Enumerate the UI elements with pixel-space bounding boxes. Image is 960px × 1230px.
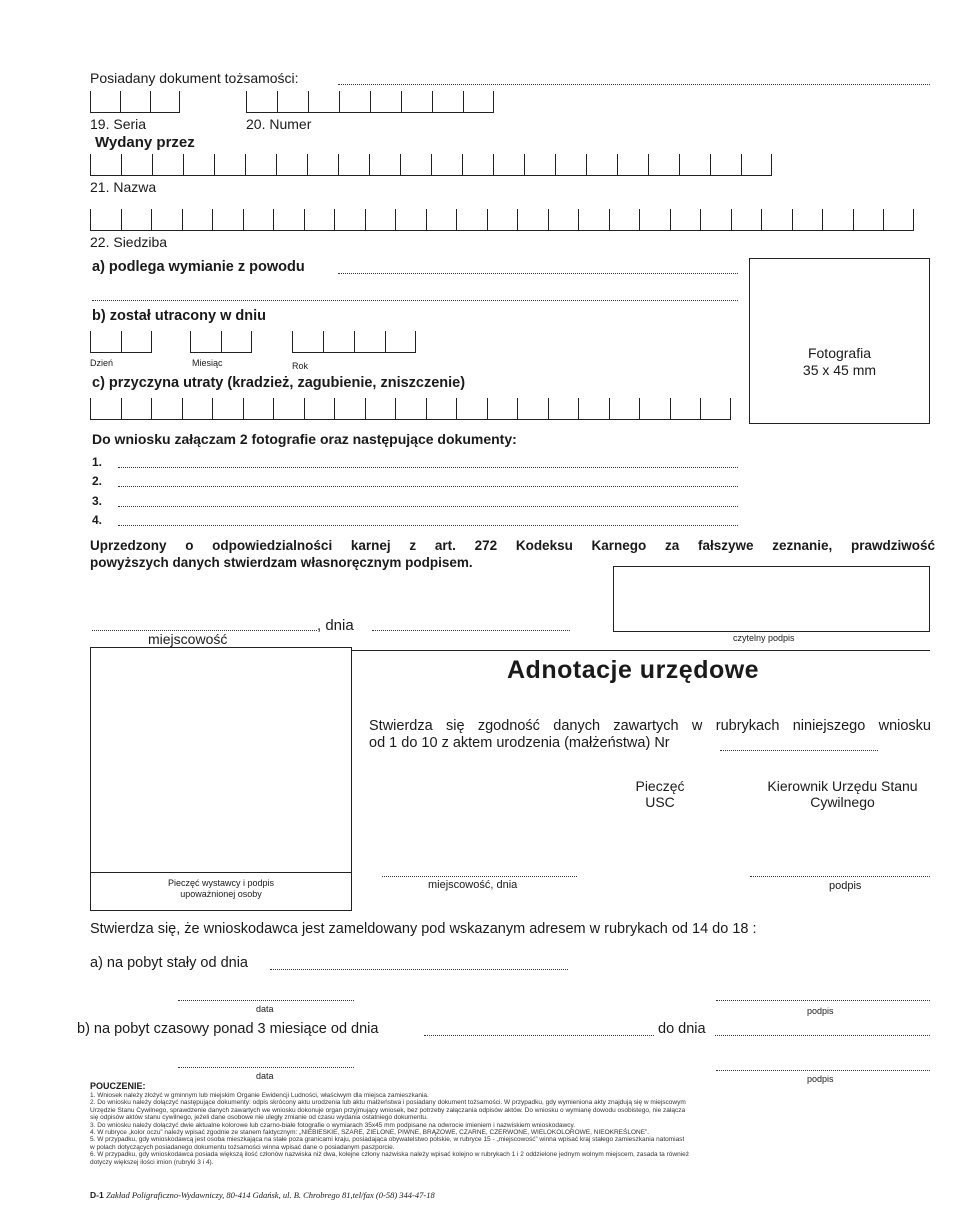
photo-box [749,258,930,424]
przyczyna-label: c) przyczyna utraty (kradzież, zagubienie, zniszczenie) [92,375,466,391]
wystawca-caption-1: Pieczęć wystawcy i podpis [167,878,275,888]
adnotacje-podpis-dots[interactable] [750,876,930,877]
numer-boxes[interactable] [246,91,494,113]
zalaczam-heading: Do wniosku załączam 2 fotografie oraz następujące dokumenty: [92,431,517,447]
adnotacje-heading: Adnotacje urzędowe [507,656,760,684]
seria-boxes[interactable] [90,91,180,113]
pobyt-czasowy-label: b) na pobyt czasowy ponad 3 miesiące od dnia [77,1021,379,1037]
pouczenie-item: w polach dotyczących posiadanego dokumentu tożsamości winna wpisać dane o posiadanym paszporcie. [90,1143,395,1151]
adnotacje-miejscowosc-dots[interactable] [382,876,577,877]
list-dots-4[interactable] [118,525,738,526]
przyczyna-boxes[interactable] [90,398,731,420]
pobyt-czasowy-data-dots[interactable] [178,1067,354,1068]
rok-label: Rok [292,361,309,371]
do-dnia-label: do dnia [658,1021,706,1037]
heading-dokument: Posiadany dokument tożsamości: [90,70,299,86]
adnotacje-miejscowosc-label: miejscowość, dnia [428,879,518,891]
list-dots-1[interactable] [118,467,738,468]
pouczenie-item: 4. W rubryce „kolor oczu” należy wpisać zgodnie ze stanem faktycznym: „NIEBIESKIE, SZARE, ZIELONE, PIWNE, BRĄZOWE, CZARNE, CZERWONE, WIELOKOLOROWE, NIEOKREŚLONE”. [90,1129,650,1137]
pobyt-staly-podpis-label: podpis [807,1006,834,1016]
miesiac-label: Miesiąc [192,358,223,368]
list-item-4: 4. [92,513,103,527]
miejscowosc-label: miejscowość [148,631,228,647]
pouczenie-item: 1. Wniosek należy złożyć w gminnym lub miejskim Organie Ewidencji Ludności, właściwym dla miejsca zamieszkania. [90,1092,429,1099]
adnotacje-top-border [352,650,930,651]
pobyt-czasowy-do-dots[interactable] [715,1035,930,1036]
stwierdza-text-1: Stwierdza się zgodność danych zawartych w rubrykach niniejszego wniosku [369,718,931,734]
numer-label: 20. Numer [246,116,312,132]
kierownik-usc [750,778,935,810]
kierownik-usc-1: Kierownik Urzędu Stanu [767,778,918,794]
uprzedzony-text-2: powyższych danych stwierdzam własnoręcznym podpisem. [90,555,473,570]
list-item-2: 2. [92,474,103,488]
pobyt-staly-label: a) na pobyt stały od dnia [90,955,248,971]
wystawca-caption-2: upoważnionej osoby [180,889,262,899]
podlega-dots[interactable] [338,273,738,274]
stwierdza-text-2: od 1 do 10 z aktem urodzenia (małżeństwa) Nr [369,735,670,751]
wystawca-stamp-box [90,647,352,873]
wystawca-caption [90,878,352,900]
footer [90,1190,435,1200]
list-dots-3[interactable] [118,506,738,507]
pobyt-czasowy-podpis-dots[interactable] [716,1070,930,1071]
seria-label: 19. Seria [90,116,147,132]
pobyt-czasowy-od-dots[interactable] [424,1035,654,1036]
podlega-dots-2[interactable] [92,300,738,301]
signature-box[interactable] [613,566,930,632]
photo-label-2: 35 x 45 mm [802,362,877,378]
pieczec-usc-2: USC [645,794,675,810]
rok-boxes[interactable] [292,331,416,353]
adnotacje-podpis-label: podpis [829,880,862,892]
utracony-label: b) został utracony w dniu [92,308,267,324]
bleed-through-text [470,300,479,339]
pobyt-staly-podpis-dots[interactable] [716,1000,930,1001]
podlega-label: a) podlega wymianie z powodu [92,259,305,275]
dnia-dots[interactable] [372,630,570,631]
pobyt-czasowy-podpis-label: podpis [807,1074,834,1084]
pouczenie-list [90,1092,935,1166]
dnia-label: , dnia [317,617,354,634]
list-item-3: 3. [92,494,103,508]
pobyt-staly-data-dots[interactable] [178,1000,354,1001]
list-item-1: 1. [92,455,103,469]
pouczenie-item: dotyczy większej ilości imion (rubryki 3 i 4). [90,1158,214,1166]
pouczenie-item: 3. Do wniosku należy dołączyć dwie aktualne kolorowe lub czarno-białe fotografie o wymiarach 35x45 mm podpisane na odwrocie imieniem i nazwiskiem wnioskodawcy. [90,1121,576,1129]
dzien-label: Dzień [90,358,114,368]
pobyt-staly-dots[interactable] [270,969,568,970]
zameldowany-text: Stwierdza się, że wnioskodawca jest zameldowany pod wskazanym adresem w rubrykach od 14 do 18 : [90,921,757,937]
pouczenie-item: Urzędzie Stanu Cywilnego, sprawdzenie danych zawartych we wniosku dokonuje organ przyjmujący wniosek, bez potrzeby załączania odpisów aktów. Do wniosku o wymianę dowodu osobistego, nie załącza [90,1106,686,1114]
footer-text: Zakład Poligraficzno-Wydawniczy, 80-414 Gdańsk, ul. B. Chrobrego 81,tel/fax (0-58) 344-47-18 [106,1190,435,1200]
nazwa-label: 21. Nazwa [90,179,157,195]
nazwa-boxes[interactable] [90,154,772,176]
wydany-przez-heading: Wydany przez [95,134,195,151]
pouczenie-item: 2. Do wniosku należy dołączyć następujące dokumenty: odpis skrócony aktu urodzenia lub aktu małżeństwa i posiadany dokument tożsamości. W przypadku, gdy wymieniona akty znajdują się w miejscowym [90,1099,686,1107]
miesiac-boxes[interactable] [190,331,252,353]
dzien-boxes[interactable] [90,331,152,353]
list-dots-2[interactable] [118,486,738,487]
siedziba-label: 22. Siedziba [90,234,168,250]
pouczenie-item: 6. W przypadku, gdy wnioskodawca posiada większą ilość członów nazwiska niż dwa, kolejne człony nazwiska należy wpisać kolejno w rubrykach 1 i 2 oddzielone jednym wolnym miejscem, zasada ta również [90,1151,689,1159]
photo-label-1: Fotografia [807,345,872,361]
pouczenie-item: się odpisów aktów stanu cywilnego, jeżeli dane osobowe nie uległy zmianie od czasu wydania ostatniego dokumentu. [90,1114,428,1122]
dokument-dots[interactable] [338,84,930,85]
kierownik-usc-2: Cywilnego [810,794,875,810]
pieczec-usc-1: Pieczęć [635,778,685,794]
pobyt-staly-data-label: data [256,1004,274,1014]
uprzedzony-text-1: Uprzedzony o odpowiedzialności karnej z art. 272 Kodeksu Karnego za fałszywe zeznanie, prawdziwość [90,538,935,553]
pobyt-czasowy-data-label: data [256,1071,274,1081]
pouczenie-item: 5. W przypadku, gdy wnioskodawcą jest osoba mieszkająca na stałe poza granicami kraju, posiadająca obywatelstwo polskie, w rubryce 15 - „miejscowość” winna wpisać kraj stałego zamieszkania natomiast [90,1136,685,1144]
footer-code: D-1 [90,1190,104,1200]
akt-nr-dots[interactable] [720,750,878,751]
czytelny-podpis-label: czytelny podpis [733,633,795,643]
pouczenie-title: POUCZENIE: [90,1081,146,1091]
siedziba-boxes[interactable] [90,209,914,231]
pieczec-usc [590,778,730,810]
